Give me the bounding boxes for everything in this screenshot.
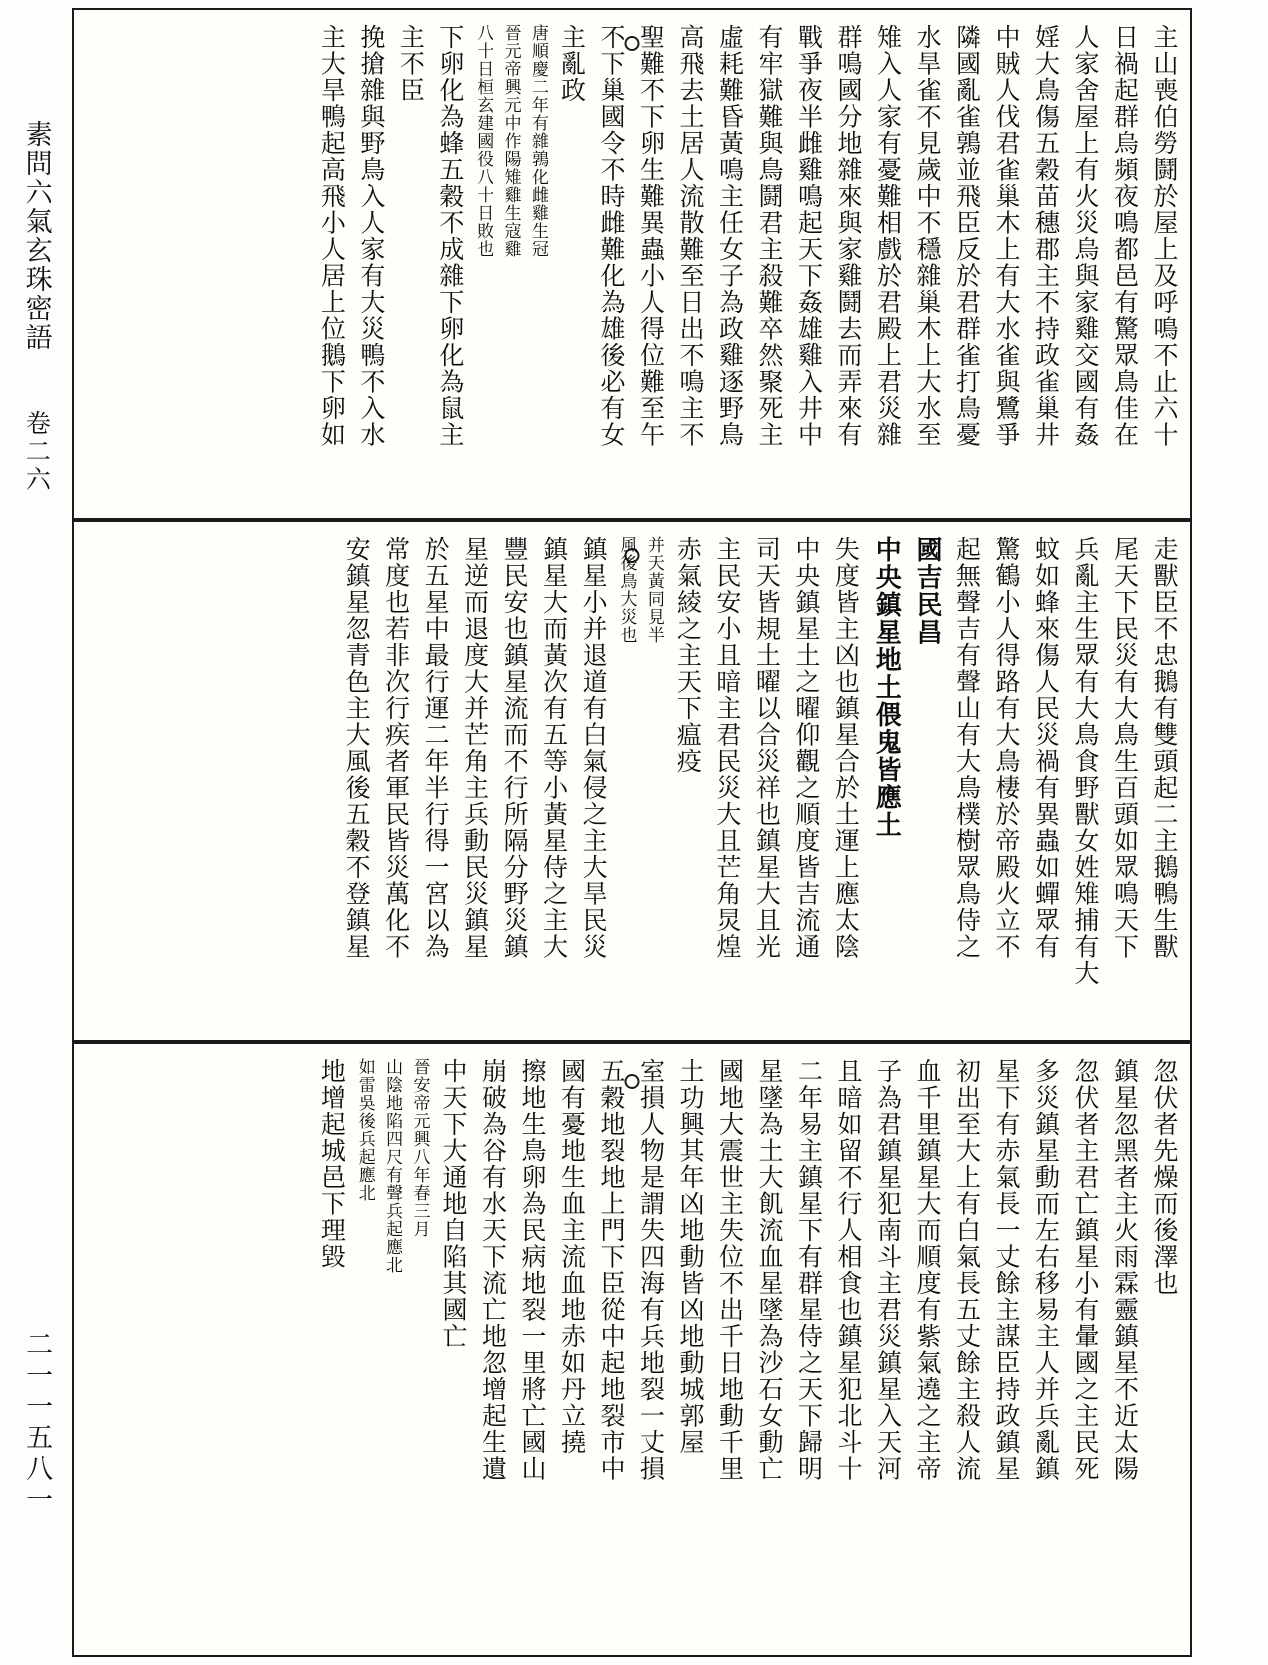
text-column: 走獸臣不忠鵝有雙頭起二主鵝鴨生獸 bbox=[1150, 536, 1179, 960]
interlinear-annotation: 并天黃同見半 bbox=[643, 536, 664, 644]
text-column: 司天皆規土曜以合災祥也鎮星大且光 bbox=[752, 536, 782, 960]
text-column: 星逆而退度大并芒角主兵動民災鎮星 bbox=[460, 536, 490, 960]
text-column: 星下有赤氣長一丈餘主謀臣持政鎮星 bbox=[992, 1058, 1021, 1482]
interlinear-annotation: 風後鳥大災也 bbox=[616, 536, 637, 644]
text-column: 鎮星忽黑者主火雨霖靈鎮星不近太陽 bbox=[1110, 1058, 1140, 1482]
page-number: 二一一五八一 bbox=[21, 1330, 53, 1516]
text-column: 下卵化為蜂五穀不成雜下卵化為鼠主 bbox=[435, 24, 465, 448]
text-column: 國有憂地生血主流血地赤如丹立撓 bbox=[557, 1058, 587, 1456]
text-column: 驚鶴小人得路有大鳥棲於帝殿火立不 bbox=[992, 536, 1021, 960]
text-column: 鎮星小并退道有白氣侵之主大旱民災 bbox=[579, 536, 609, 960]
text-column: 失度皆主凶也鎮星合於土運上應太陰 bbox=[831, 536, 861, 960]
text-column: 蚊如蜂來傷人民災禍有異蟲如蟬眾有 bbox=[1031, 536, 1061, 960]
text-column: 雉入人家有憂難相戲於君殿上君災雜 bbox=[873, 24, 903, 448]
text-column: 赤氣綾之主天下瘟疫 bbox=[673, 536, 703, 775]
text-column: 戰爭夜半雌雞鳴起天下姦雄雞入井中 bbox=[794, 24, 824, 448]
text-column: 婬大鳥傷五穀苗穗郡主不持政雀巢井 bbox=[1031, 24, 1061, 448]
text-column: 血千里鎮星大而順度有紫氣遶之主帝 bbox=[913, 1058, 942, 1482]
text-panel-bottom-columns bbox=[74, 1044, 1190, 1655]
text-column: 隣國亂雀鶉並飛臣反於君群雀打鳥憂 bbox=[952, 24, 982, 448]
text-column: 常度也若非次行疾者軍民皆災萬化不 bbox=[381, 536, 411, 960]
text-column: 二年易主鎮星下有群星侍之天下歸明 bbox=[794, 1058, 824, 1482]
text-column: 地增起城邑下理毀 bbox=[317, 1058, 347, 1270]
text-column: 室損人物是謂失四海有兵地裂一丈損 bbox=[636, 1058, 666, 1482]
text-column: 豐民安也鎮星流而不行所隔分野災鎮 bbox=[500, 536, 530, 960]
text-column: 多災鎮星動而左右移易主人并兵亂鎮 bbox=[1031, 1058, 1061, 1482]
page-margin bbox=[0, 0, 72, 1665]
text-column: 不下巢國令不時雌難化為雄後必有女 bbox=[597, 24, 626, 448]
text-column: 五穀地裂地上門下臣從中起地裂市中 bbox=[597, 1058, 626, 1482]
text-column: 高飛去土居人流散難至日出不鳴主不 bbox=[676, 24, 705, 448]
text-panel-middle-columns bbox=[74, 522, 1190, 1040]
interlinear-annotation: 晉安帝元興八年春三月 bbox=[409, 1058, 430, 1238]
text-column: 土功興其年凶地動皆凶地動城郭屋 bbox=[676, 1058, 705, 1456]
text-column: 中央鎮星土之曜仰觀之順度皆吉流通 bbox=[791, 536, 821, 960]
section-heading: 國吉民昌 bbox=[912, 536, 942, 646]
text-column: 星墜為土大飢流血星墜為沙石女動亡 bbox=[755, 1058, 784, 1482]
text-column: 起無聲吉有聲山有大鳥樸樹眾鳥侍之 bbox=[952, 536, 982, 960]
interlinear-annotation: 唐順慶二年有雜鶉化雌雞生冠 bbox=[528, 24, 548, 258]
text-column: 主民安小且暗主君民災大且芒角炅煌 bbox=[712, 536, 742, 960]
text-column: 中天下大通地自陷其國亡 bbox=[439, 1058, 468, 1350]
text-column: 尾天下民災有大鳥生百頭如眾鳴天下 bbox=[1110, 536, 1140, 960]
text-column: 群鳴國分地雜來與家雞鬪去而弄來有 bbox=[834, 24, 863, 448]
text-column: 主不臣 bbox=[396, 24, 426, 104]
text-column: 國地大震世主失位不出千日地動千里 bbox=[715, 1058, 745, 1482]
text-panel-bottom bbox=[72, 1042, 1192, 1657]
interlinear-annotation: 如雷吳後兵起應北 bbox=[354, 1058, 375, 1202]
text-column: 主大旱鴨起高飛小人居上位鵝下卵如 bbox=[317, 24, 347, 448]
text-column: 挽搶雜與野鳥入人家有大災鴨不入水 bbox=[356, 24, 386, 448]
text-column: 主山喪伯勞鬪於屋上及呼鳴不止六十 bbox=[1150, 24, 1179, 448]
text-panel-top bbox=[72, 8, 1192, 520]
text-panel-top-columns bbox=[74, 10, 1190, 518]
text-column: 水旱雀不見歲中不穩雜巢木上大水至 bbox=[913, 24, 942, 448]
text-column: 聖難不下卵生難異蟲小人得位難至午 bbox=[636, 24, 666, 448]
interlinear-annotation: 晉元帝興元中作陽雉雞生寇雞 bbox=[500, 24, 521, 258]
text-column: 忽伏者主君亡鎮星小有暈國之主民死 bbox=[1071, 1058, 1100, 1482]
text-column: 於五星中最行運二年半行得一宮以為 bbox=[421, 536, 451, 960]
text-column: 擦地生鳥卵為民病地裂一里將亡國山 bbox=[518, 1058, 547, 1482]
text-column: 崩破為谷有水天下流亡地忽增起生遺 bbox=[478, 1058, 508, 1482]
text-column: 忽伏者先燥而後澤也 bbox=[1150, 1058, 1179, 1297]
text-column: 兵亂主生眾有大鳥食野獸女姓雉捕有大 bbox=[1071, 536, 1100, 987]
text-column: 子為君鎮星犯南斗主君災鎮星入天河 bbox=[873, 1058, 903, 1482]
text-column: 中賊人伐君雀巢木上有大水雀與鷺爭 bbox=[992, 24, 1021, 448]
text-column: 日禍起群烏頻夜鳴都邑有驚眾鳥佳在 bbox=[1110, 24, 1140, 448]
volume-label: 卷二六 bbox=[22, 410, 52, 494]
section-heading: 中央鎮星地土偎鬼皆應土 bbox=[871, 536, 902, 839]
interlinear-annotation: 山陰地陷四尺有聲兵起應北 bbox=[382, 1058, 403, 1274]
interlinear-annotation: 八十日桓玄建國役八十日敗也 bbox=[473, 24, 494, 258]
text-column: 虛耗難昏黃鳴主任女子為政雞逐野鳥 bbox=[715, 24, 745, 448]
text-column: 初出至大上有白氣長五丈餘主殺人流 bbox=[952, 1058, 982, 1482]
text-column: 主亂政 bbox=[557, 24, 587, 104]
text-panel-middle bbox=[72, 520, 1192, 1042]
text-column: 有牢獄難與鳥鬪君主殺難卒然聚死主 bbox=[755, 24, 784, 448]
text-column: 安鎮星忽青色主大風後五穀不登鎮星 bbox=[342, 536, 372, 960]
text-column: 鎮星大而黃次有五等小黃星侍之主大 bbox=[539, 536, 569, 960]
book-title: 素問六氣玄珠密語 bbox=[20, 120, 52, 352]
text-column: 人家舍屋上有火災烏與家雞交國有姦 bbox=[1071, 24, 1100, 448]
text-column: 且暗如留不行人相食也鎮星犯北斗十 bbox=[834, 1058, 863, 1482]
